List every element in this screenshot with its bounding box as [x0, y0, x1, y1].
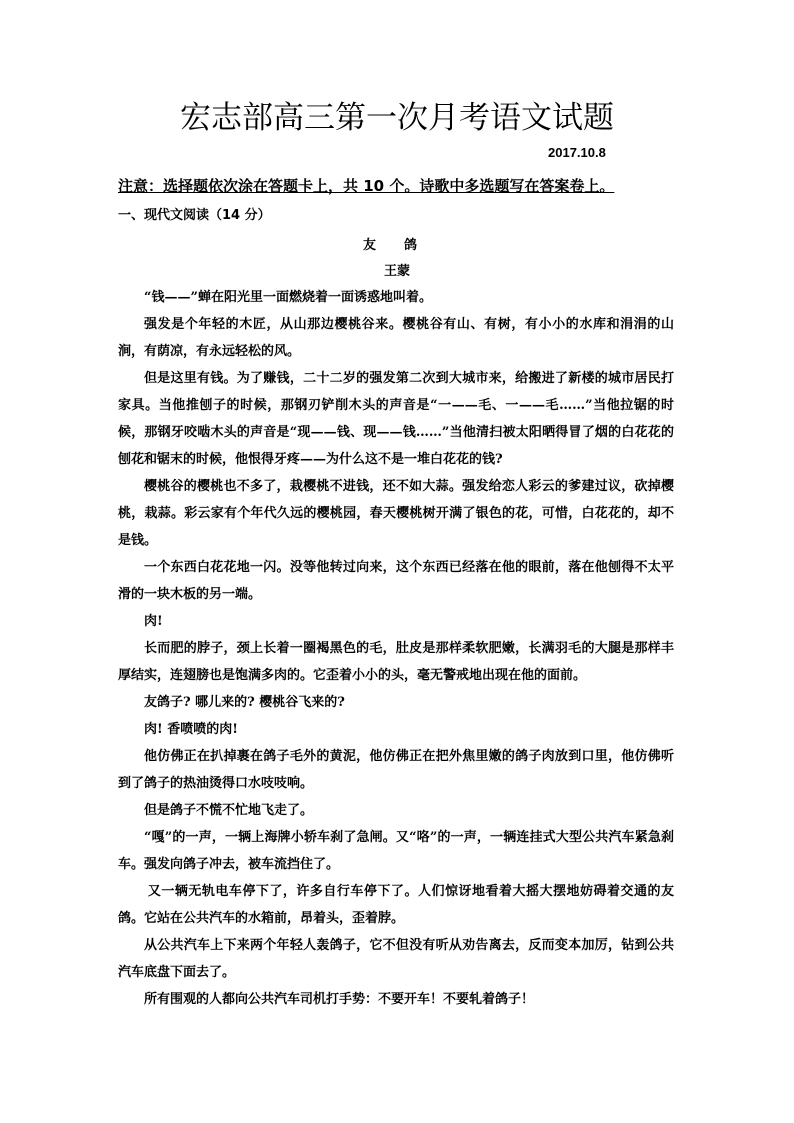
paragraph: 从公共汽车上下来两个年轻人轰鸽子，它不但没有听从劝告离去，反而变本加厉，钻到公共汽车底盘下面去了。: [118, 938, 674, 980]
page-title: 宏志部高三第一次月考语文试题: [180, 100, 614, 136]
paragraph: 樱桃谷的樱桃也不多了，栽樱桃不进钱，还不如大蒜。强发给恋人彩云的爹建过议，砍掉樱桃，栽蒜。彩云家有个年代久远的樱桃园，春天樱桃树开满了银色的花，可惜，白花花的，却不是钱。: [118, 479, 674, 548]
story-title: 友鸽: [362, 238, 445, 253]
paragraph: 友鸽子? 哪儿来的? 樱桃谷飞来的?: [144, 695, 345, 710]
paragraph: 强发是个年轻的木匠，从山那边樱桃谷来。樱桃谷有山、有树，有小小的水库和涓涓的山涧，有荫凉，有永远轻松的风。: [118, 317, 674, 359]
paragraph: 他仿佛正在扒掉裹在鸽子毛外的黄泥，他仿佛正在把外焦里嫩的鸽子肉放到口里，他仿佛听到了鸽子的热油烫得口水吱吱响。: [118, 749, 674, 791]
paragraph: 肉!: [144, 614, 163, 629]
paragraph: 但是鸽子不慌不忙地飞走了。: [144, 803, 314, 818]
paragraph: 一个东西白花花地一闪。没等他转过向来，这个东西已经落在他的眼前，落在他刨得不太平滑的一块木板的另一端。: [118, 560, 674, 602]
paragraph: 所有围观的人都向公共汽车司机打手势：不要开车！不要轧着鸽子！: [144, 992, 535, 1007]
paragraph: 又一辆无轨电车停下了，许多自行车停下了。人们惊讶地看着大摇大摆地妨碍着交通的友鸽。它站在公共汽车的水箱前，昂着头，歪着脖。: [118, 884, 674, 926]
paragraph: 长而肥的脖子，颈上长着一圈褐黑色的毛，肚皮是那样柔软肥嫩，长满羽毛的大腿是那样丰厚结实，连翅膀也是饱满多肉的。它歪着小小的头，毫无警戒地出现在他的面前。: [118, 641, 674, 683]
section-heading: 一、现代文阅读（14 分）: [118, 208, 271, 223]
paragraph: 肉! 香喷喷的肉!: [144, 722, 238, 737]
paragraph: “钱——”蝉在阳光里一面燃烧着一面诱惑地叫着。: [144, 290, 432, 305]
story-body: [118, 284, 674, 1013]
notice-text: 注意：选择题依次涂在答题卡上，共 10 个。诗歌中多选题写在答案卷上。: [118, 177, 615, 195]
paragraph: “嘎”的一声，一辆上海牌小轿车刹了急闸。又“咯”的一声，一辆连挂式大型公共汽车紧急刹车。强发向鸽子冲去，被车流挡住了。: [118, 830, 674, 872]
exam-date: 2017.10.8: [548, 145, 606, 160]
story-author: 王蒙: [383, 264, 410, 279]
paragraph: 但是这里有钱。为了赚钱，二十二岁的强发第二次到大城市来，给搬进了新楼的城市居民打家具。当他推刨子的时候，那钢刃铲削木头的声音是“一——毛、一——毛……”当他拉锯的时候，那钢牙咬啮木头的声音是“现——钱、现——钱……”当他清扫被太阳晒得冒了烟的白花花的刨花和锯末的时候，他恨得牙疼——为什么这不是一堆白花花的钱?: [118, 371, 674, 467]
